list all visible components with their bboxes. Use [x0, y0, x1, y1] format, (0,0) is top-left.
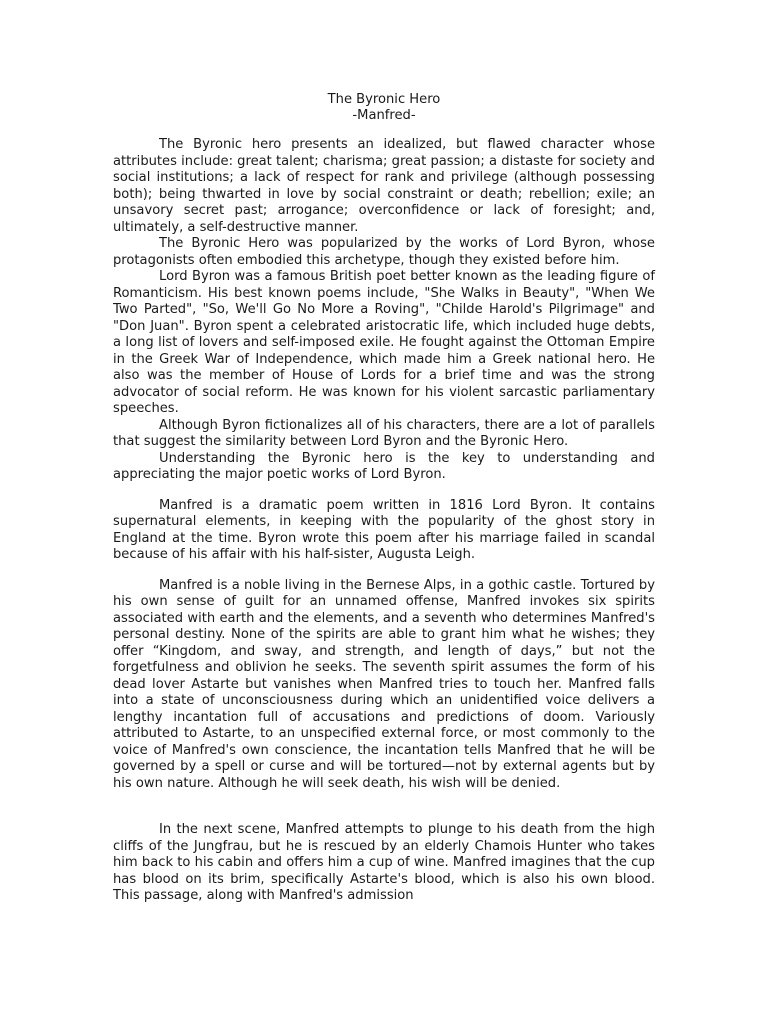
paragraph-8: In the next scene, Manfred attempts to plunge to his death from the high cliffs of the Jungfrau, but he is rescued by an elderly Chamois Hunter who takes him back to his cabin and offers him a cup of wine. Manfred imagines that the cup has blood on its brim, specifically Astarte's blood, which is also his own blood. This passage, along with Manfred's admission [113, 822, 655, 903]
paragraph-5: Understanding the Byronic hero is the key to understanding and appreciating the major poetic works of Lord Byron. [113, 450, 655, 482]
paragraph-1: The Byronic hero presents an idealized, but flawed character whose attributes include: great talent; charisma; great passion; a distaste for society and social institutions; a lack of respect for rank and privilege (although possessing both); being thwarted in love by social constraint or death; rebellion; exile; an unsavory secret past; arrogance; overconfidence or lack of foresight; and, ultimately, a self-destructive manner. [113, 137, 655, 235]
paragraph-7: Manfred is a noble living in the Bernese Alps, in a gothic castle. Tortured by his own sense of guilt for an unnamed offense, Manfred invokes six spirits associated with earth and the elements, and a seventh who determines Manfred's personal destiny. None of the spirits are able to grant him what he wishes; they offer “Kingdom, and sway, and strength, and length of days,” but not the forgetfulness and oblivion he seeks. The seventh spirit assumes the form of his dead lover Astarte but vanishes when Manfred tries to touch her. Manfred falls into a state of unconsciousness during which an unidentified voice delivers a lengthy incantation full of accusations and predictions of doom. Variously attributed to Astarte, to an unspecified external force, or most commonly to the voice of Manfred's own conscience, the incantation tells Manfred that he will be governed by a spell or curse and will be tortured—not by external agents but by his own nature. Although he will seek death, his wish will be denied. [113, 577, 655, 791]
paragraph-4: Although Byron fictionalizes all of his characters, there are a lot of parallels that suggest the similarity between Lord Byron and the Byronic Hero. [113, 417, 655, 449]
paragraph-2: The Byronic Hero was popularized by the works of Lord Byron, whose protagonists often embodied this archetype, though they existed before him. [113, 236, 655, 268]
document-subtitle: -Manfred- [352, 108, 416, 123]
paragraph-3: Lord Byron was a famous British poet better known as the leading figure of Romanticism. His best known poems include, "She Walks in Beauty", "When We Two Parted", "So, We'll Go No More a Roving", "Childe Harold's Pilgrimage" and "Don Juan". Byron spent a celebrated aristocratic life, which included huge debts, a long list of lovers and self-imposed exile. He fought against the Ottoman Empire in the Greek War of Independence, which made him a Greek national hero. He also was the member of House of Lords for a brief time and was the strong advocator of social reform. He was known for his violent sarcastic parliamentary speeches. [113, 269, 655, 416]
document-title: The Byronic Hero [327, 92, 441, 107]
title-block [113, 92, 655, 124]
document-page [113, 92, 655, 905]
paragraph-6: Manfred is a dramatic poem written in 1816 Lord Byron. It contains supernatural elements, in keeping with the popularity of the ghost story in England at the time. Byron wrote this poem after his marriage failed in scandal because of his affair with his half-sister, Augusta Leigh. [113, 497, 655, 562]
